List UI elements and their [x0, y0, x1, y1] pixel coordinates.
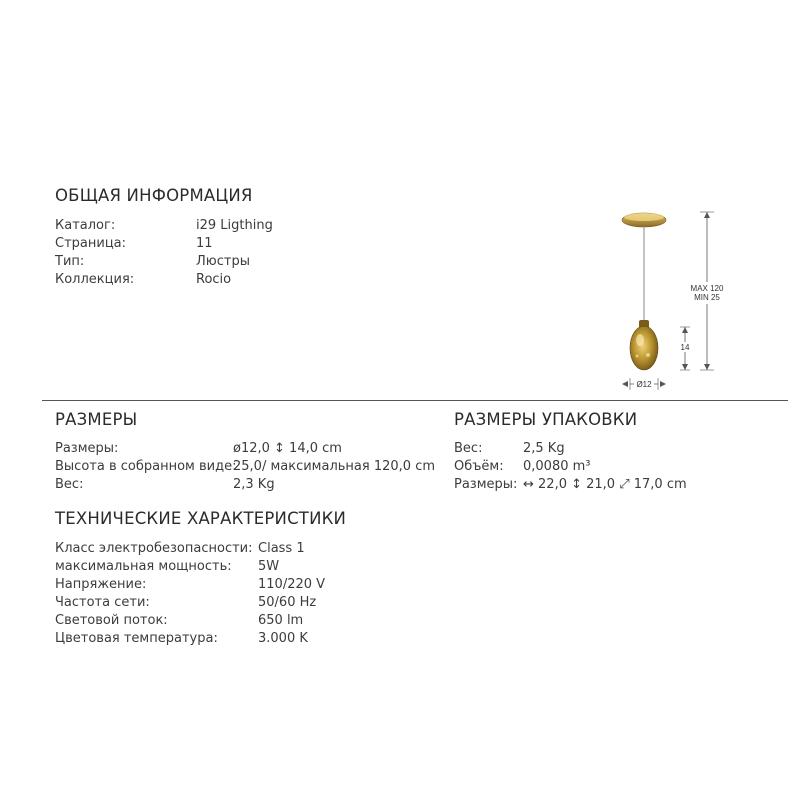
packaging-value: 2,5 Kg	[523, 441, 565, 456]
product-drawing	[600, 200, 730, 395]
diameter-label: Ø12	[636, 380, 652, 389]
technical-label: Класс электробезопасности:	[55, 541, 253, 556]
dimensions-label: Высота в собранном виде:	[55, 459, 237, 474]
packaging-label: Объём:	[454, 459, 504, 474]
general-label: Каталог:	[55, 218, 116, 233]
dimensions-value: 25,0/ максимальная 120,0 cm	[233, 459, 436, 474]
technical-value: Class 1	[258, 541, 305, 556]
section-divider	[42, 400, 788, 401]
dimensions-value: ø12,0 ↕ 14,0 cm	[233, 441, 342, 456]
technical-value: 110/220 V	[258, 577, 326, 592]
technical-label: максимальная мощность:	[55, 559, 232, 574]
shade-shape	[630, 326, 658, 370]
shade-height-label: 14	[680, 343, 690, 352]
dimensions-title: РАЗМЕРЫ	[55, 410, 138, 429]
general-value: 11	[196, 236, 213, 251]
general-label: Коллекция:	[55, 272, 135, 287]
general-value: Люстры	[196, 254, 250, 269]
general-label: Страница:	[55, 236, 127, 251]
technical-label: Цветовая температура:	[55, 631, 218, 646]
height-max-label: MAX 120	[690, 284, 724, 293]
general-info-title: ОБЩАЯ ИНФОРМАЦИЯ	[55, 186, 253, 205]
technical-label: Напряжение:	[55, 577, 147, 592]
technical-label: Частота сети:	[55, 595, 150, 610]
packaging-value: ↔ 22,0 ↕ 21,0 ⤢ 17,0 cm	[523, 477, 687, 492]
height-min-label: MIN 25	[694, 293, 720, 302]
packaging-title: РАЗМЕРЫ УПАКОВКИ	[454, 410, 638, 429]
technical-value: 50/60 Hz	[258, 595, 317, 610]
dimensions-label: Размеры:	[55, 441, 119, 456]
technical-value: 650 lm	[258, 613, 304, 628]
packaging-label: Размеры:	[454, 477, 518, 492]
technical-value: 5W	[258, 559, 280, 574]
technical-value: 3.000 K	[258, 631, 308, 646]
packaging-label: Вес:	[454, 441, 483, 456]
dimensions-value: 2,3 Kg	[233, 477, 275, 492]
packaging-value: 0,0080 m³	[523, 459, 591, 474]
general-label: Тип:	[55, 254, 85, 269]
technical-title: ТЕХНИЧЕСКИЕ ХАРАКТЕРИСТИКИ	[55, 509, 347, 528]
dimensions-label: Вес:	[55, 477, 84, 492]
general-value: Rocio	[196, 272, 232, 287]
general-value: i29 Ligthing	[196, 218, 273, 233]
technical-label: Световой поток:	[55, 613, 168, 628]
